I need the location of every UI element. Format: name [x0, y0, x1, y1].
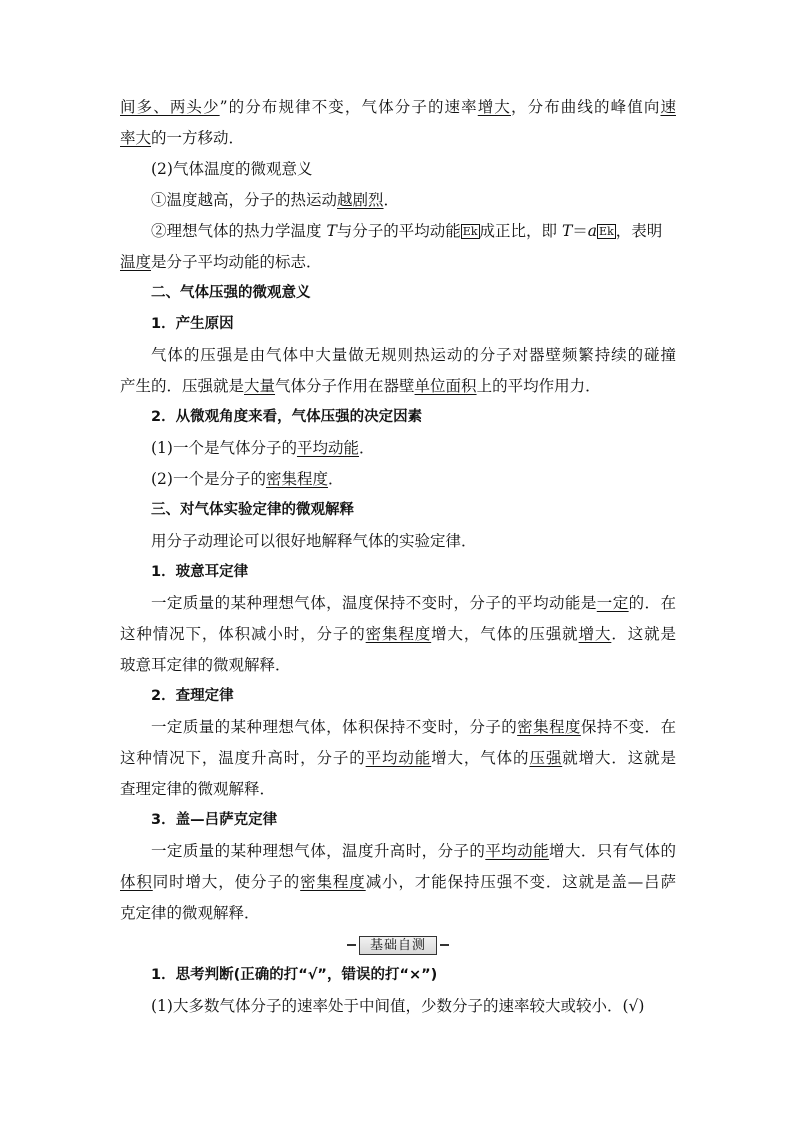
text-line: 这种情况下，体积减小时，分子的密集程度增大，气体的压强就增大．这就是	[120, 625, 676, 643]
text-line: ②理想气体的热力学温度 T与分子的平均动能 Ek 成正比，即 T＝a Ek ，表明	[151, 222, 663, 240]
text-line: 一定质量的某种理想气体，温度保持不变时，分子的平均动能是一定的．在	[151, 594, 676, 612]
text-line: 玻意耳定律的微观解释．	[120, 656, 291, 674]
underlined-term: 体积	[120, 873, 153, 891]
underlined-term: 密集程度	[300, 873, 366, 891]
text-line: 体积同时增大，使分子的密集程度减小，才能保持压强不变．这就是盖—吕萨	[120, 873, 676, 891]
text-line: 用分子动理论可以很好地解释气体的实验定律．	[151, 532, 477, 550]
symbol-T: T	[326, 222, 337, 240]
underlined-term: 密集程度	[365, 625, 432, 643]
underlined-term: 平均动能	[365, 749, 432, 767]
text-line: 气体的压强是由气体中大量做无规则热运动的分子对器壁频繁持续的碰撞	[151, 346, 676, 364]
underlined-term: 密集程度	[517, 718, 581, 736]
document-page	[120, 92, 676, 1022]
text-line: 一定质量的某种理想气体，体积保持不变时，分子的密集程度保持不变．在	[151, 718, 676, 736]
section-heading: 二、气体压强的微观意义	[151, 285, 311, 301]
section-banner	[120, 929, 676, 960]
text-line: 率大的一方移动．	[120, 129, 245, 147]
subsection-heading: 2．从微观角度来看，气体压强的决定因素	[151, 409, 423, 425]
text-line: 克定律的微观解释．	[120, 904, 260, 922]
underlined-term: 平均动能	[485, 842, 550, 860]
text-line: 一定质量的某种理想气体，温度升高时，分子的平均动能增大．只有气体的	[151, 842, 676, 860]
symbol-Ek-box: Ek	[599, 225, 614, 238]
text-line: 间多、两头少”的分布规律不变，气体分子的速率增大，分布曲线的峰值向速	[120, 98, 676, 116]
subheading: (2)气体温度的微观意义	[151, 160, 313, 178]
banner-label: 基础自测	[359, 936, 437, 955]
subsection-heading: 1．玻意耳定律	[151, 564, 249, 580]
symbol-T: T	[561, 222, 573, 240]
text-line: 这种情况下，温度升高时，分子的平均动能增大，气体的压强就增大．这就是	[120, 749, 676, 767]
underlined-term: 温度	[120, 253, 152, 271]
underlined-term: 大量	[244, 377, 276, 395]
underlined-term: 增大	[477, 98, 511, 116]
subsection-heading: 3．盖—吕萨克定律	[151, 812, 278, 828]
text-line: (1)一个是气体分子的平均动能．	[151, 439, 375, 457]
text-line: 产生的．压强就是大量气体分子作用在器壁单位面积上的平均作用力．	[120, 377, 601, 395]
underlined-term: 越剧烈	[337, 191, 384, 209]
underlined-term: 平均动能	[296, 439, 359, 457]
underlined-term: 一定	[596, 594, 629, 612]
underlined-term: 速	[660, 98, 676, 116]
symbol-Ek-box: Ek	[462, 225, 478, 238]
subsection-heading: 2．查理定律	[151, 688, 234, 704]
underlined-term: 率大	[120, 129, 152, 147]
underlined-term: 增大	[578, 625, 612, 643]
underlined-term: 密集程度	[265, 470, 328, 488]
underlined-term: 压强	[529, 749, 563, 767]
text-line: 温度是分子平均动能的标志．	[120, 253, 322, 271]
text-line: ①温度越高，分子的热运动越剧烈．	[151, 191, 400, 209]
text-line: (2)一个是分子的密集程度．	[151, 470, 344, 488]
section-heading: 三、对气体实验定律的微观解释	[151, 502, 354, 518]
underlined-term: 单位面积	[414, 377, 477, 395]
text-line: 查理定律的微观解释．	[120, 780, 276, 798]
question-heading: 1．思考判断(正确的打“√”，错误的打“×”)	[151, 967, 438, 983]
subsection-heading: 1．产生原因	[151, 316, 234, 332]
question-item: (1)大多数气体分子的速率处于中间值，少数分子的速率较大或较小．(√)	[151, 997, 645, 1015]
underlined-term: 间多、两头少	[120, 98, 220, 116]
symbol-a: a	[587, 222, 598, 240]
